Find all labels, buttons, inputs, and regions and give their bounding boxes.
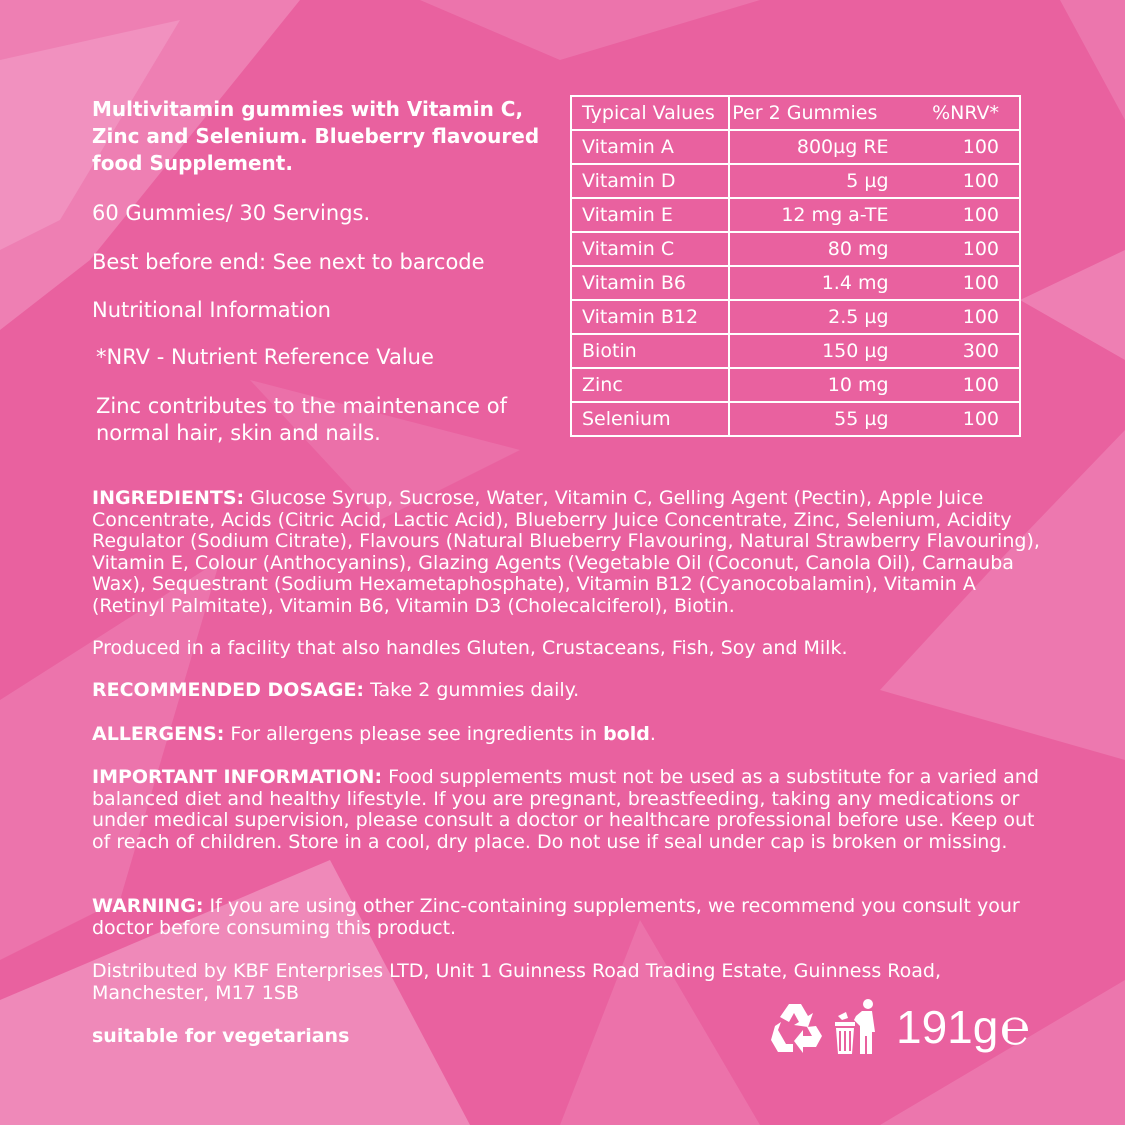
ingredients-text: Glucose Syrup, Sucrose, Water, Vitamin C, Gelling Agent (Pectin), Apple Juice Concentrate, Acids (Citric Acid, Lactic Acid), Blueberry Juice Concentrate, Zinc, Selenium, Acidity Regulator (Sodium Citrate), Flavours (Natural Blueberry Flavouring, Natural Strawberry Flavouring), Vitamin E, Colour (Anthocyanins), Glazing Agents (Vegetable Oil (Coconut, Canola Oil), Carnauba Wax), Sequestrant (Sodium Hexametaphosphate), Vitamin B12 (Cyanocobalamin), Vitamin A (Retinyl Palmitate), Vitamin B6, Vitamin D3 (Cholecalciferol), Biotin.	[92, 487, 1040, 617]
important-label: IMPORTANT INFORMATION:	[92, 766, 383, 788]
nutrient-name: Vitamin E	[571, 198, 729, 232]
nutrient-name: Vitamin D	[571, 164, 729, 198]
ingredients-label: INGREDIENTS:	[92, 487, 245, 509]
table-row	[571, 266, 1020, 300]
nrv-footnote: *NRV - Nutrient Reference Value	[96, 345, 434, 369]
warning-text: If you are using other Zinc-containing supplements, we recommend you consult your doctor before consuming this product.	[92, 895, 1020, 939]
table-row	[571, 198, 1020, 232]
important-text: Food supplements must not be used as a substitute for a varied and balanced diet and healthy lifestyle. If you are pregnant, breastfeeding, taking any medications or under medical supervision, please consult a doctor or healthcare professional before use. Keep out of reach of children. Store in a cool, dry place. Do not use if seal under cap is broken or missing.	[92, 766, 1039, 853]
nutrient-amount: 5 µg	[729, 164, 898, 198]
table-row	[571, 130, 1020, 164]
allergens-bold-word: bold	[603, 723, 650, 745]
servings-text: 60 Gummies/ 30 Servings.	[92, 201, 371, 225]
warning-paragraph	[92, 896, 1047, 939]
table-row	[571, 402, 1020, 436]
nutrient-name: Biotin	[571, 334, 729, 368]
nutritional-info-heading: Nutritional Information	[92, 298, 331, 322]
recycle-icon	[767, 1000, 823, 1056]
nutrient-name: Vitamin C	[571, 232, 729, 266]
nutrient-nrv: 100	[899, 300, 1020, 334]
table-row	[571, 232, 1020, 266]
net-weight: 191g	[896, 1001, 999, 1053]
allergens-end: .	[649, 723, 656, 745]
nutrient-nrv: 100	[899, 164, 1020, 198]
nutrient-amount: 55 µg	[729, 402, 898, 436]
nutrient-nrv: 100	[899, 368, 1020, 402]
nutrient-nrv: 300	[899, 334, 1020, 368]
warning-label: WARNING:	[92, 895, 204, 917]
header-nrv: %NRV*	[899, 96, 1020, 130]
allergens-text: For allergens please see ingredients in	[224, 723, 604, 745]
nutrient-amount: 150 µg	[729, 334, 898, 368]
allergens-paragraph	[92, 724, 1047, 746]
dosage-paragraph	[92, 680, 1047, 702]
ingredients-paragraph	[92, 488, 1047, 617]
dosage-label: RECOMMENDED DOSAGE:	[92, 679, 365, 701]
nutrient-nrv: 100	[899, 266, 1020, 300]
estimated-sign-icon: ℮	[1000, 999, 1031, 1055]
product-description: Multivitamin gummies with Vitamin C, Zinc and Selenium. Blueberry flavoured food Supplement.	[92, 97, 540, 175]
nutrient-amount: 10 mg	[729, 368, 898, 402]
nutrition-table	[570, 95, 1021, 437]
distributor-address: Distributed by KBF Enterprises LTD, Unit 1 Guinness Road Trading Estate, Guinness Road, Manchester, M17 1SB	[92, 960, 942, 1004]
nutrient-name: Zinc	[571, 368, 729, 402]
nutrient-amount: 1.4 mg	[729, 266, 898, 300]
nutrient-amount: 12 mg a-TE	[729, 198, 898, 232]
nutrient-name: Selenium	[571, 402, 729, 436]
nutrient-name: Vitamin A	[571, 130, 729, 164]
table-row	[571, 300, 1020, 334]
table-header-row	[571, 96, 1020, 130]
table-row	[571, 334, 1020, 368]
nutrient-amount: 800µg RE	[729, 130, 898, 164]
nutrient-amount: 2.5 µg	[729, 300, 898, 334]
nutrient-name: Vitamin B12	[571, 300, 729, 334]
nutrient-nrv: 100	[899, 232, 1020, 266]
nutrient-name: Vitamin B6	[571, 266, 729, 300]
header-per-2-gummies: Per 2 Gummies	[729, 96, 898, 130]
allergens-label: ALLERGENS:	[92, 723, 225, 745]
important-info-paragraph	[92, 767, 1047, 853]
dosage-text: Take 2 gummies daily.	[364, 679, 580, 701]
table-row	[571, 368, 1020, 402]
nutrient-amount: 80 mg	[729, 232, 898, 266]
nutrient-nrv: 100	[899, 402, 1020, 436]
nutrient-nrv: 100	[899, 130, 1020, 164]
vegetarian-label: suitable for vegetarians	[92, 1025, 350, 1047]
nutrient-nrv: 100	[899, 198, 1020, 232]
tidyman-bin-icon	[832, 998, 880, 1056]
health-claim: Zinc contributes to the maintenance of normal hair, skin and nails.	[96, 394, 507, 445]
table-row	[571, 164, 1020, 198]
facility-statement: Produced in a facility that also handles Gluten, Crustaceans, Fish, Soy and Milk.	[92, 637, 848, 659]
header-typical-values: Typical Values	[571, 96, 729, 130]
best-before-text: Best before end: See next to barcode	[92, 250, 485, 274]
